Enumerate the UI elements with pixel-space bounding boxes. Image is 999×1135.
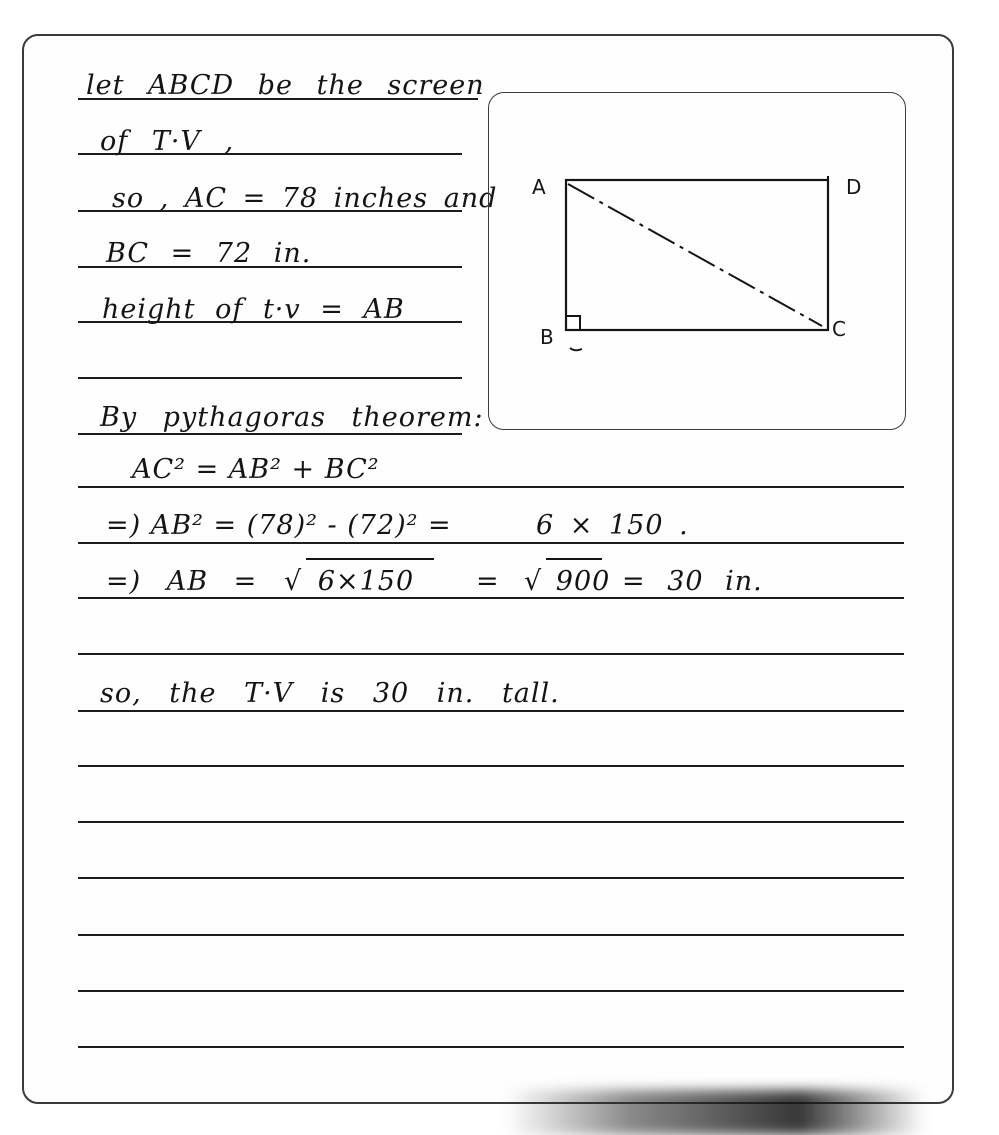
scan-shadow: [505, 1090, 925, 1135]
conclusion-line: so, the T·V is 30 in. tall.: [100, 678, 560, 709]
right-angle-marker: [566, 316, 580, 330]
note-line-1: let ABCD be the screen: [86, 70, 485, 101]
note-line-2: of T·V ,: [100, 126, 235, 157]
note-line-3: so , AC = 78 inches and: [112, 183, 498, 214]
vertex-label-d: D: [846, 175, 862, 199]
equation-3-root-1: √ 6×150: [284, 566, 415, 597]
theorem-heading: By pythagoras theorem:: [100, 402, 484, 433]
diagonal-ac: [568, 184, 822, 326]
angle-tick: [570, 348, 582, 350]
vertex-label-a: A: [532, 175, 546, 199]
note-line-4: BC = 72 in.: [106, 238, 312, 269]
note-line-5: height of t·v = AB: [102, 294, 405, 325]
vertex-label-b: B: [540, 325, 554, 349]
equation-3-result: = 30 in.: [622, 566, 763, 597]
equation-2-lhs: =) AB² = (78)² - (72)² =: [106, 510, 452, 541]
equation-3-lhs: =) AB =: [106, 566, 258, 597]
equation-3-equals: =: [476, 566, 500, 597]
equation-3-root-2: √ 900: [524, 566, 611, 597]
equation-1: AC² = AB² + BC²: [132, 454, 380, 485]
vertex-label-c: C: [832, 317, 846, 341]
equation-2-rhs: 6 × 150 .: [536, 510, 689, 541]
